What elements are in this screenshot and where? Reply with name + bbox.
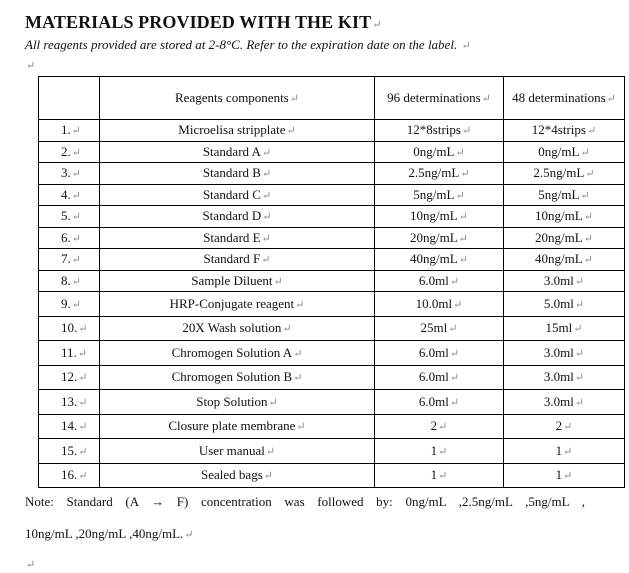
row-number: 11.↵ [39,341,100,366]
paragraph-mark-icon: ↵ [295,298,305,311]
paragraph-mark-icon: ↵ [563,421,573,434]
row-number: 9.↵ [39,292,100,317]
header-48: 48 determinations↵ [504,77,625,120]
paragraph-mark-icon: ↵ [78,470,88,483]
paragraph-mark-icon: ↵ [574,372,585,385]
paragraph-mark-icon: ↵ [71,232,81,245]
paragraph-mark-icon: ↵ [261,232,271,245]
paragraph-mark-icon: ↵ [71,298,81,311]
table-row [39,439,625,464]
paragraph-mark-icon: ↵ [449,347,460,360]
table-row [39,163,625,185]
paragraph-mark-icon: ↵ [563,470,573,483]
amount-96: 12*8strips↵ [375,120,504,142]
reagent-name: Stop Solution↵ [100,390,375,415]
paragraph-mark-icon: ↵ [71,275,81,288]
paragraph-mark-icon: ↵ [71,146,81,159]
reagent-name: Sealed bags↵ [100,463,375,488]
paragraph-mark-icon: ↵ [71,125,81,138]
table-row [39,270,625,292]
paragraph-mark-icon: ↵ [78,396,88,409]
amount-96: 40ng/mL↵ [375,249,504,271]
amount-48: 3.0ml↵ [504,270,625,292]
paragraph-mark-icon: ↵ [574,396,585,409]
paragraph-mark-icon: ↵ [261,146,272,159]
amount-96: 6.0ml↵ [375,365,504,390]
row-number: 1.↵ [39,120,100,142]
table-header-row [39,77,625,120]
amount-48: 20ng/mL↵ [504,227,625,249]
amount-48: 0ng/mL↵ [504,141,625,163]
paragraph-mark-icon: ↵ [78,372,88,385]
paragraph-mark-icon: ↵ [573,323,583,336]
paragraph-mark-icon: ↵ [26,559,36,571]
storage-note: All reagents provided are stored at 2-8°C. Refer to the expiration date on the label. ↵ [25,37,471,52]
reagent-name: Microelisa stripplate↵ [100,120,375,142]
amount-48: 2.5ng/mL↵ [504,163,625,185]
reagent-name: Chromogen Solution A↵ [100,341,375,366]
amount-48: 10ng/mL↵ [504,206,625,228]
amount-96: 25ml↵ [375,316,504,341]
reagent-name: Standard C↵ [100,184,375,206]
amount-48: 1↵ [504,463,625,488]
row-number: 5.↵ [39,206,100,228]
paragraph-mark-icon: ↵ [184,529,194,541]
table-row [39,341,625,366]
paragraph-mark-icon: ↵ [78,323,88,336]
paragraph-mark-icon: ↵ [574,298,585,311]
table-row [39,206,625,228]
reagent-name: Standard B↵ [100,163,375,185]
paragraph-mark-icon: ↵ [78,445,88,458]
amount-96: 20ng/mL↵ [375,227,504,249]
table-row [39,184,625,206]
paragraph-mark-icon: ↵ [449,372,460,385]
row-number: 15.↵ [39,439,100,464]
header-number [39,77,100,120]
paragraph-mark-icon: ↵ [460,168,470,181]
row-number: 12.↵ [39,365,100,390]
amount-96: 1↵ [375,439,504,464]
amount-96: 6.0ml↵ [375,341,504,366]
amount-96: 10.0ml↵ [375,292,504,317]
amount-96: 5ng/mL↵ [375,184,504,206]
reagent-name: Closure plate membrane↵ [100,414,375,439]
paragraph-mark-icon: ↵ [449,275,460,288]
amount-96: 0ng/mL↵ [375,141,504,163]
paragraph-mark-icon: ↵ [606,93,616,105]
row-number: 2.↵ [39,141,100,163]
paragraph-mark-icon: ↵ [372,19,382,31]
table-row [39,249,625,271]
reagent-name: Standard A↵ [100,141,375,163]
table-body [39,120,625,488]
paragraph-mark-icon: ↵ [583,232,593,245]
paragraph-mark-icon: ↵ [580,146,590,159]
paragraph-mark-icon: ↵ [265,445,276,458]
table-row [39,120,625,142]
row-number: 14.↵ [39,414,100,439]
paragraph-mark-icon: ↵ [458,254,468,267]
amount-96: 2↵ [375,414,504,439]
reagent-name: Standard D↵ [100,206,375,228]
empty-paragraph [25,555,35,573]
table-row [39,390,625,415]
amount-48: 5.0ml↵ [504,292,625,317]
paragraph-mark-icon: ↵ [273,275,283,288]
paragraph-mark-icon: ↵ [583,254,593,267]
row-number: 10.↵ [39,316,100,341]
paragraph-mark-icon: ↵ [282,323,292,336]
paragraph-mark-icon: ↵ [262,211,272,224]
row-number: 16.↵ [39,463,100,488]
paragraph-mark-icon: ↵ [453,298,463,311]
amount-48: 15ml↵ [504,316,625,341]
paragraph-mark-icon: ↵ [71,254,81,267]
paragraph-mark-icon: ↵ [586,125,597,138]
reagent-name: Standard F↵ [100,249,375,271]
row-number: 3.↵ [39,163,100,185]
paragraph-mark-icon: ↵ [455,146,465,159]
amount-48: 12*4strips↵ [504,120,625,142]
table-row [39,463,625,488]
paragraph-mark-icon: ↵ [77,347,87,360]
paragraph-mark-icon: ↵ [438,445,448,458]
paragraph-mark-icon: ↵ [438,470,448,483]
row-number: 13.↵ [39,390,100,415]
paragraph-mark-icon: ↵ [71,168,81,181]
paragraph-mark-icon: ↵ [461,40,471,52]
paragraph-mark-icon: ↵ [293,372,303,385]
note-paragraph: Note: Standard (A → F) concentration was followed by: 0ng/mL ,2.5ng/mL ,5ng/mL , [25,494,585,509]
reagent-name: Chromogen Solution B↵ [100,365,375,390]
note-paragraph-continued: 10ng/mL ,20ng/mL ,40ng/mL.↵ [25,526,194,541]
paragraph-mark-icon: ↵ [26,60,36,72]
paragraph-mark-icon: ↵ [438,421,448,434]
table-row [39,227,625,249]
amount-96: 6.0ml↵ [375,270,504,292]
paragraph-mark-icon: ↵ [261,254,271,267]
table-row [39,365,625,390]
paragraph-mark-icon: ↵ [293,347,303,360]
table-row [39,141,625,163]
table-row [39,292,625,317]
header-96: 96 determinations↵ [375,77,504,120]
document-title: MATERIALS PROVIDED WITH THE KIT↵ [25,12,382,32]
paragraph-mark-icon: ↵ [574,275,585,288]
reagent-name: HRP-Conjugate reagent↵ [100,292,375,317]
row-number: 8.↵ [39,270,100,292]
table-row [39,414,625,439]
row-number: 6.↵ [39,227,100,249]
paragraph-mark-icon: ↵ [580,189,590,202]
paragraph-mark-icon: ↵ [481,93,491,105]
row-number: 7.↵ [39,249,100,271]
paragraph-mark-icon: ↵ [448,323,458,336]
amount-48: 40ng/mL↵ [504,249,625,271]
amount-48: 3.0ml↵ [504,390,625,415]
paragraph-mark-icon: ↵ [286,125,296,138]
reagent-name: 20X Wash solution↵ [100,316,375,341]
table-row [39,316,625,341]
paragraph-mark-icon: ↵ [261,168,272,181]
header-reagents: Reagents components↵ [100,77,375,120]
paragraph-mark-icon: ↵ [71,211,81,224]
paragraph-mark-icon: ↵ [455,189,465,202]
reagent-name: User manual↵ [100,439,375,464]
materials-table [38,76,625,488]
paragraph-mark-icon: ↵ [449,396,460,409]
reagent-name: Standard E↵ [100,227,375,249]
paragraph-mark-icon: ↵ [71,189,81,202]
paragraph-mark-icon: ↵ [563,445,573,458]
amount-48: 2↵ [504,414,625,439]
amount-48: 3.0ml↵ [504,365,625,390]
amount-96: 6.0ml↵ [375,390,504,415]
amount-48: 5ng/mL↵ [504,184,625,206]
paragraph-mark-icon: ↵ [583,211,593,224]
paragraph-mark-icon: ↵ [585,168,595,181]
amount-48: 1↵ [504,439,625,464]
empty-paragraph [25,56,35,74]
paragraph-mark-icon: ↵ [461,125,472,138]
amount-96: 1↵ [375,463,504,488]
paragraph-mark-icon: ↵ [289,93,299,105]
paragraph-mark-icon: ↵ [296,421,306,434]
paragraph-mark-icon: ↵ [261,189,272,202]
paragraph-mark-icon: ↵ [458,211,468,224]
row-number: 4.↵ [39,184,100,206]
paragraph-mark-icon: ↵ [458,232,468,245]
paragraph-mark-icon: ↵ [78,421,88,434]
paragraph-mark-icon: ↵ [268,396,278,409]
paragraph-mark-icon: ↵ [263,470,273,483]
amount-96: 10ng/mL↵ [375,206,504,228]
paragraph-mark-icon: ↵ [574,347,585,360]
amount-96: 2.5ng/mL↵ [375,163,504,185]
reagent-name: Sample Diluent↵ [100,270,375,292]
amount-48: 3.0ml↵ [504,341,625,366]
